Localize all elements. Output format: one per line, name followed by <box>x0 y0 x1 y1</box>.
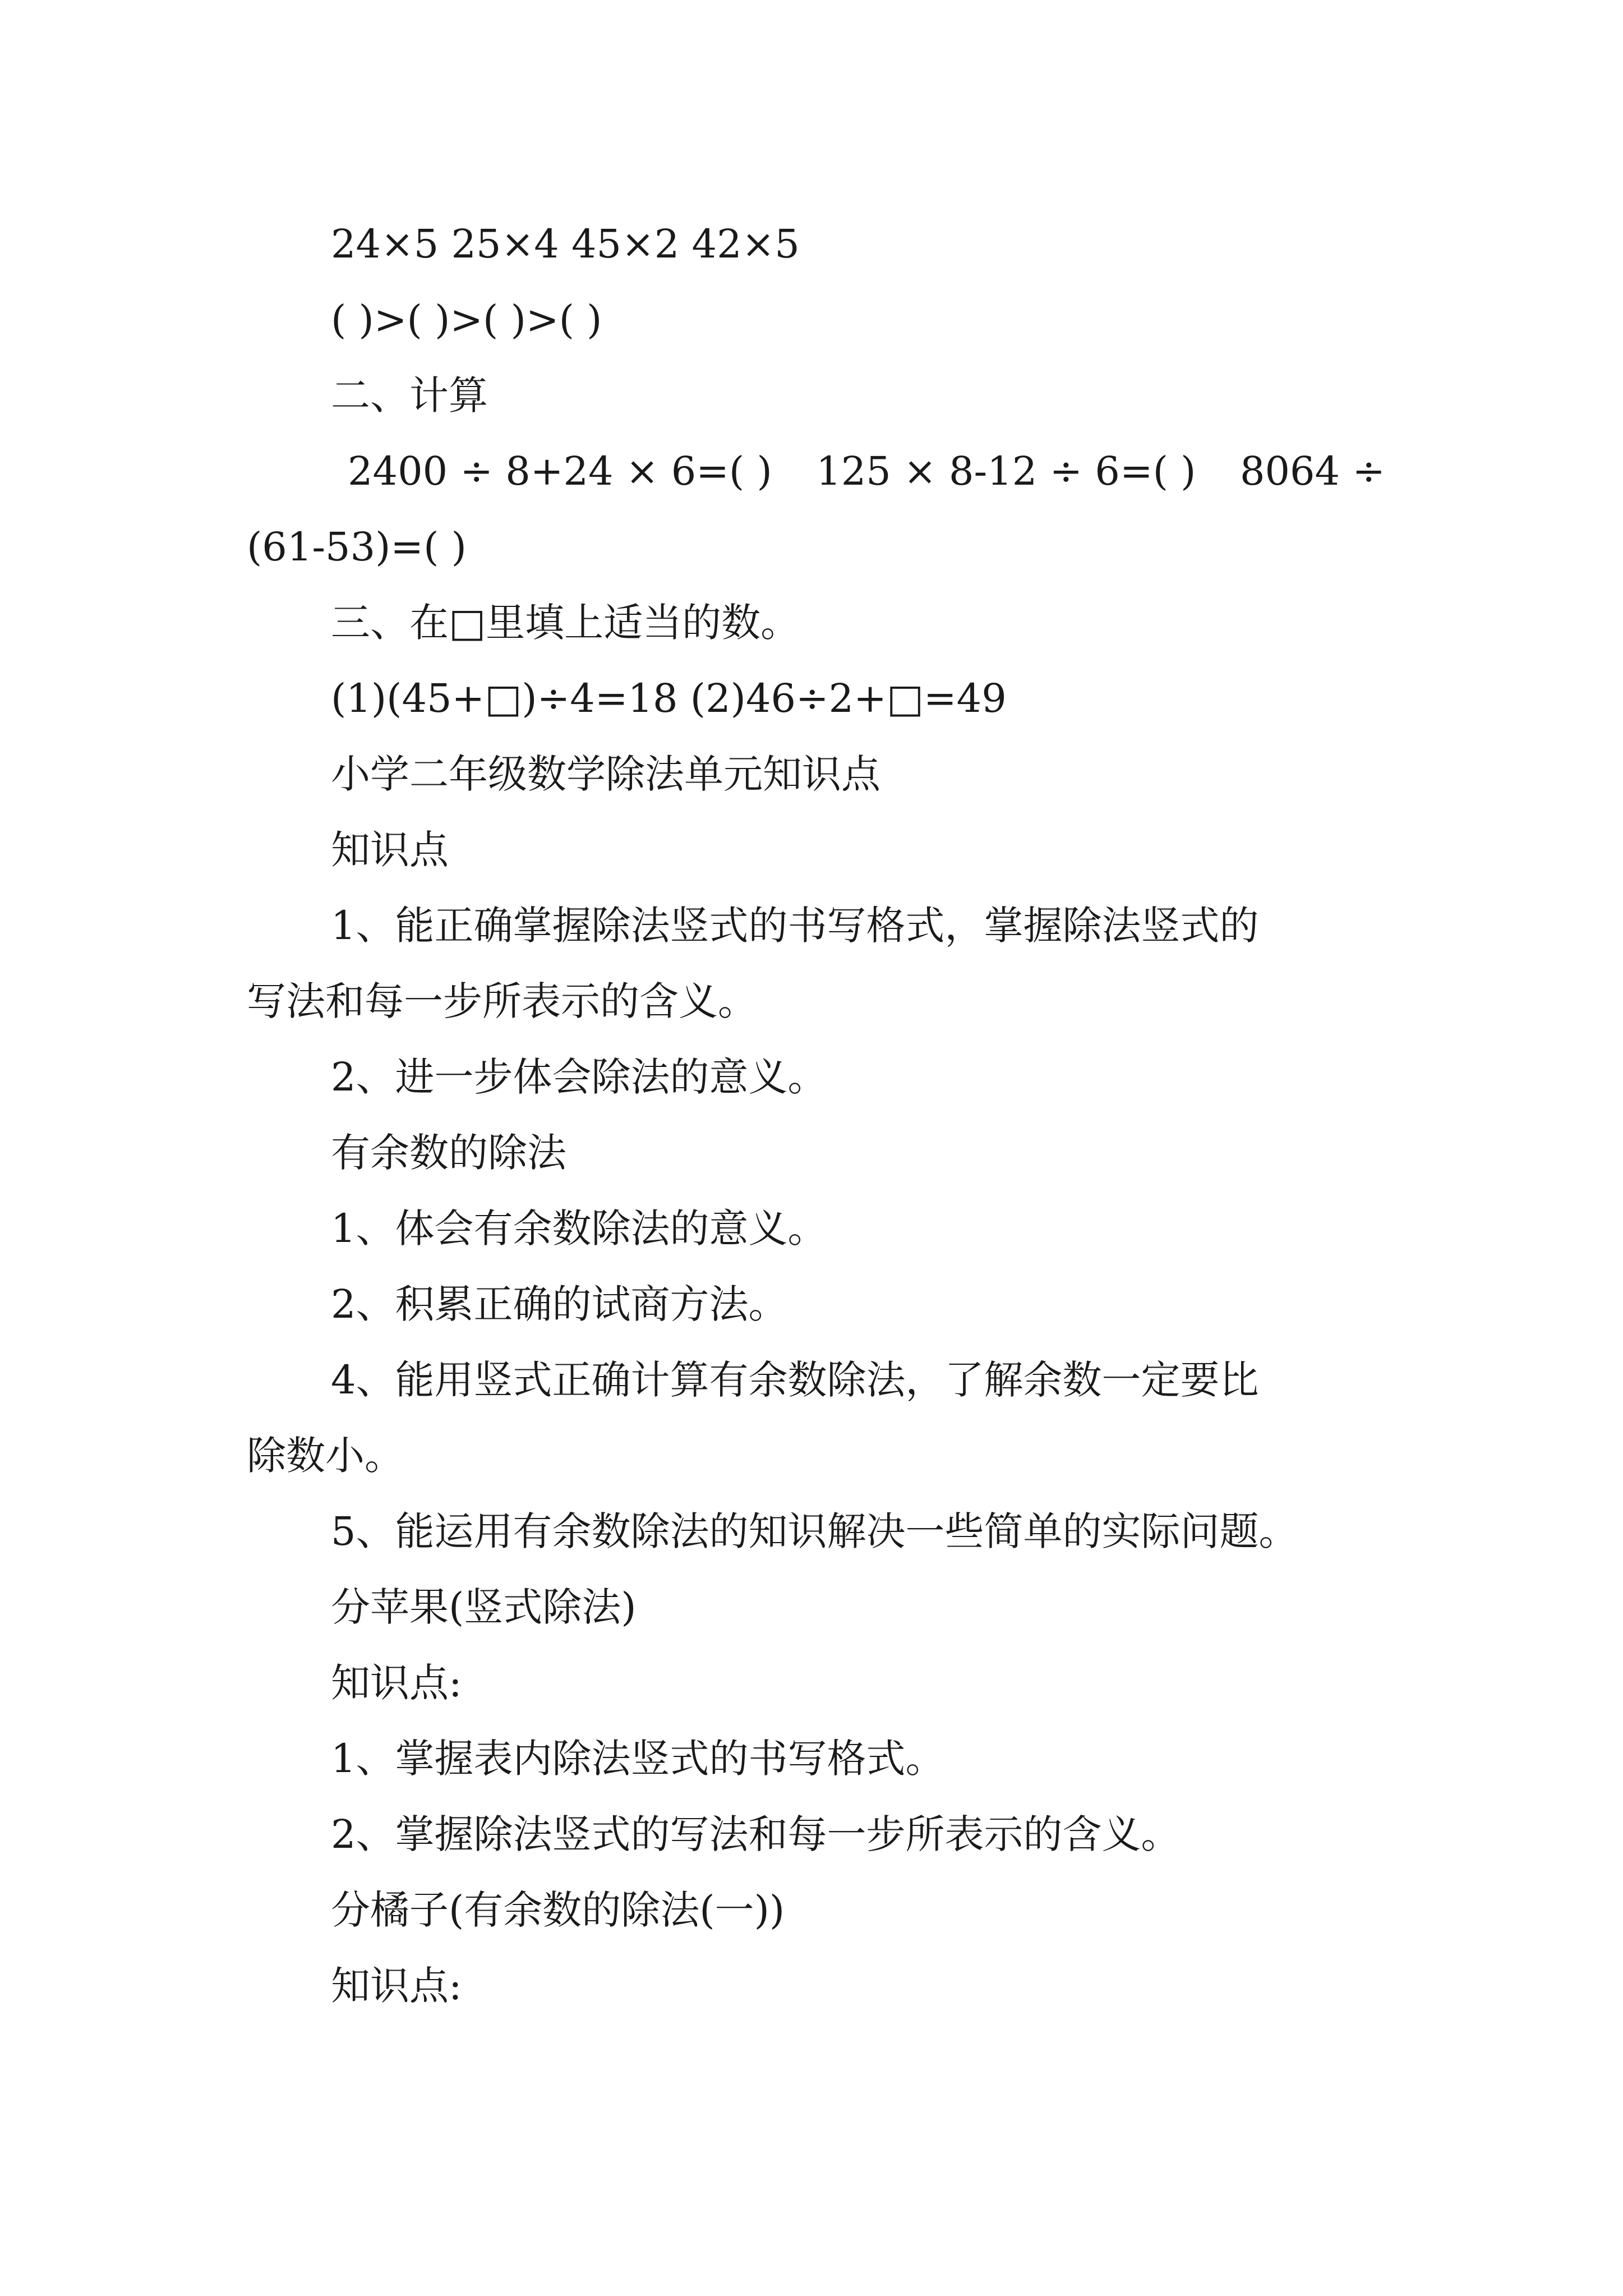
text-line-12: 2、进一步体会除法的意义。 <box>331 1054 827 1100</box>
document-subtitle: 小学二年级数学除法单元知识点 <box>331 751 880 797</box>
text-line-15: 2、积累正确的试商方法。 <box>331 1281 788 1327</box>
calc-expression-line <box>348 440 1385 502</box>
heading-knowledge-points-2: 知识点: <box>331 1660 462 1706</box>
text-line-22: 2、掌握除法竖式的写法和每一步所表示的含义。 <box>331 1811 1181 1857</box>
heading-knowledge-points: 知识点 <box>331 827 449 873</box>
text-line-18: 5、能运用有余数除法的知识解决一些简单的实际问题。 <box>331 1508 1298 1554</box>
calc-expression-1: 2400 ÷ 8+24 × 6=( ) <box>348 448 772 494</box>
heading-knowledge-points-3: 知识点: <box>331 1963 462 2009</box>
text-line-1: 24×5 25×4 45×2 42×5 <box>331 221 800 267</box>
calc-expression-2: 125 × 8-12 ÷ 6=( ) <box>816 448 1196 494</box>
text-line-10: 1、能正确掌握除法竖式的书写格式，掌握除法竖式的 <box>331 903 1259 949</box>
text-line-11: 写法和每一步所表示的含义。 <box>247 978 757 1024</box>
text-line-16: 4、能用竖式正确计算有余数除法，了解余数一定要比 <box>331 1357 1259 1403</box>
section-heading-fill: 三、在□里填上适当的数。 <box>331 600 800 646</box>
heading-remainder-division: 有余数的除法 <box>331 1130 566 1176</box>
text-line-21: 1、掌握表内除法竖式的书写格式。 <box>331 1736 945 1782</box>
text-line-7: (1)(45+□)÷4=18 (2)46÷2+□=49 <box>331 675 1007 721</box>
text-line-14: 1、体会有余数除法的意义。 <box>331 1205 827 1251</box>
heading-dividing-oranges: 分橘子(有余数的除法(一)) <box>331 1887 785 1933</box>
calc-expression-3: 8064 ÷ <box>1239 448 1385 494</box>
text-line-5: (61-53)=( ) <box>247 524 467 570</box>
heading-dividing-apples: 分苹果(竖式除法) <box>331 1584 637 1630</box>
text-line-2: ( )>( )>( )>( ) <box>331 297 602 343</box>
text-line-17: 除数小。 <box>247 1433 404 1479</box>
section-heading-calc: 二、计算 <box>331 372 488 418</box>
